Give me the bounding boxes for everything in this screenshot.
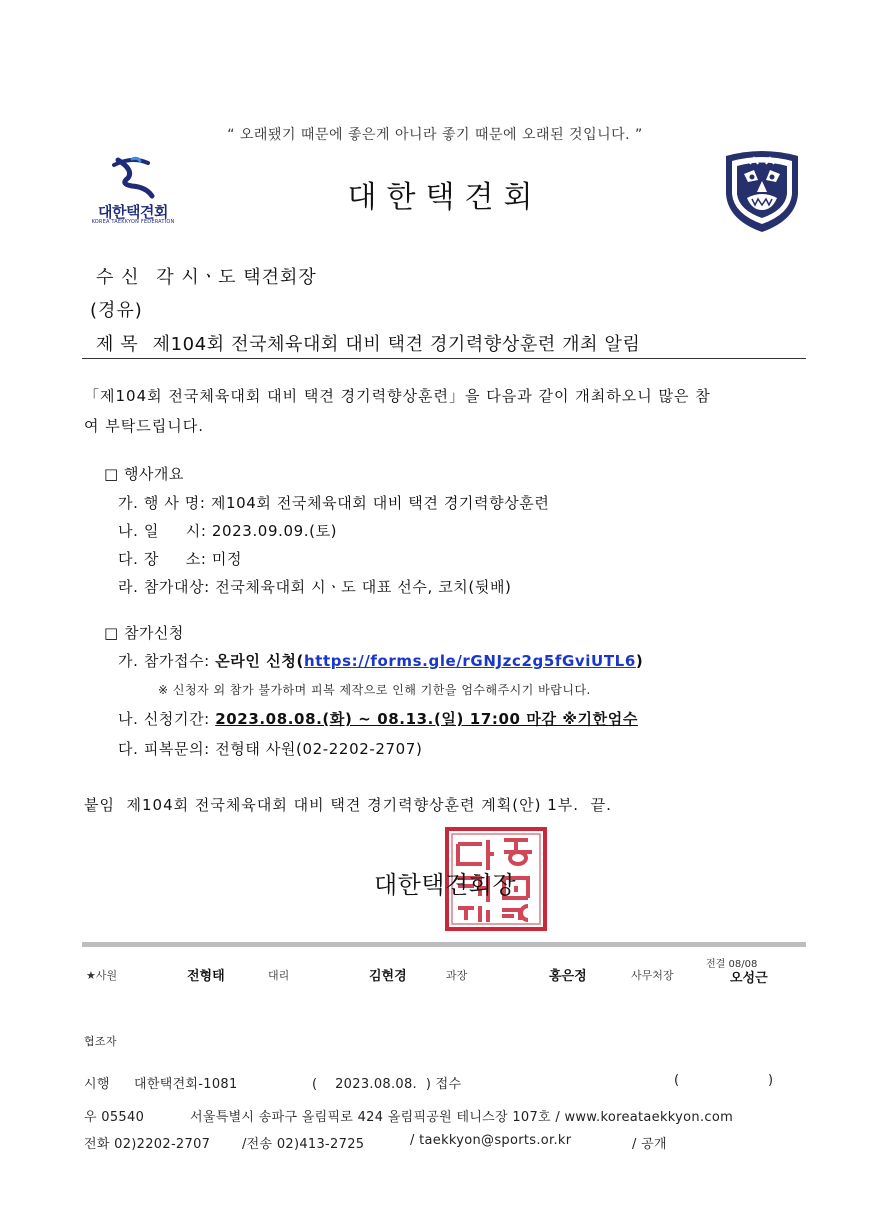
- final-approval-label: 전결 08/08: [706, 959, 758, 970]
- receipt-field: ( ): [674, 1073, 774, 1088]
- registration-form-link[interactable]: https://forms.gle/rGNJzc2g5fGviUTL6: [303, 652, 636, 670]
- registration-period-row: [118, 708, 638, 729]
- subject-row: [96, 330, 640, 356]
- event-participants: 라. 참가대상: 전국체육대회 시ㆍ도 대표 선수, 코치(뒷배): [118, 578, 512, 596]
- registration-method-row: [118, 650, 643, 671]
- registration-method-label: 가. 참가접수:: [118, 652, 216, 670]
- attachment: 붙임 제104회 전국체육대회 대비 택견 경기력향상훈련 계획(안) 1부. 끝.: [84, 796, 612, 814]
- recipient: 각 시ㆍ도 택견회장: [156, 267, 317, 288]
- intro-line-1: 「제104회 전국체육대회 대비 택견 경기력향상훈련」을 다음과 같이 개최하오니 많은 참: [84, 387, 711, 405]
- closing-signatory: 대한택견회장: [373, 871, 517, 899]
- address-row: [84, 1106, 734, 1125]
- assistant-role: 대리: [268, 969, 290, 982]
- taekkyon-emblem-icon: [722, 148, 802, 234]
- subject: 제104회 전국체육대회 대비 택견 경기력향상훈련 개최 알림: [152, 334, 641, 355]
- logo-name: 대한택견회: [98, 203, 168, 221]
- enforcement-date: ( 2023.08.08. ) 접수: [312, 1077, 462, 1092]
- section-registration: □ 참가신청: [104, 624, 184, 642]
- registration-method-close: ): [635, 652, 644, 670]
- org-title: 대한택견회: [347, 180, 543, 215]
- subject-divider: [82, 358, 806, 359]
- phone: 전화 02)2202-2707: [84, 1137, 211, 1152]
- enforcement-label: 시행: [84, 1077, 110, 1092]
- event-date: 나. 일 시: 2023.09.09.(토): [118, 522, 338, 540]
- document-number: 대한택견회-1081: [134, 1077, 238, 1092]
- approval-line: [82, 942, 806, 991]
- registration-period-label: 나. 신청기간:: [118, 710, 216, 728]
- secretary-name: 오성근: [730, 971, 768, 986]
- registration-method: 온라인 신청(: [215, 652, 304, 670]
- staff-name: 전형태: [187, 969, 225, 984]
- fax: /전송 02)413-2725: [242, 1137, 365, 1152]
- manager-role: 과장: [446, 969, 468, 982]
- registration-note: ※ 신청자 외 참가 불가하며 피복 제작으로 인해 기한을 엄수해주시기 바랍니다.: [158, 683, 591, 697]
- logo-subtitle: KOREA TAEKKYON FEDERATION: [91, 219, 175, 225]
- address: 서울특별시 송파구 올림픽로 424 올림픽공원 테니스장 107호 / www.koreataekkyon.com: [190, 1110, 734, 1125]
- postal-code: 우 05540: [84, 1110, 145, 1125]
- disclosure: / 공개: [632, 1137, 667, 1152]
- registration-period: 2023.08.08.(화) ~ 08.13.(일) 17:00 마감 ※기한엄수: [215, 710, 638, 728]
- uniform-inquiry: 다. 피복문의: 전형태 사원(02-2202-2707): [118, 740, 423, 758]
- manager-name: 홍은정: [549, 969, 587, 984]
- cooperator-label: 협조자: [84, 1035, 117, 1048]
- secretary-role: 사무처장: [631, 969, 674, 982]
- intro-line-2: 여 부탁드립니다.: [84, 417, 204, 435]
- via-label: (경유): [90, 300, 143, 321]
- event-name: 가. 행 사 명: 제104회 전국체육대회 대비 택견 경기력향상훈련: [118, 494, 550, 512]
- subject-label: 제 목: [96, 334, 139, 355]
- email: / taekkyon@sports.or.kr: [410, 1133, 572, 1148]
- motto: “ 오래됐기 때문에 좋은게 아니라 좋기 때문에 오래된 것입니다. ”: [227, 127, 643, 143]
- event-venue: 다. 장 소: 미정: [118, 550, 243, 568]
- recipient-label: 수 신: [96, 267, 140, 288]
- section-event-overview: □ 행사개요: [104, 465, 184, 483]
- recipient-row: [96, 263, 317, 289]
- enforcement-row: [84, 1073, 774, 1092]
- assistant-name: 김현경: [369, 969, 407, 984]
- staff-role: ★사원: [86, 969, 118, 982]
- contact-row: [84, 1133, 667, 1152]
